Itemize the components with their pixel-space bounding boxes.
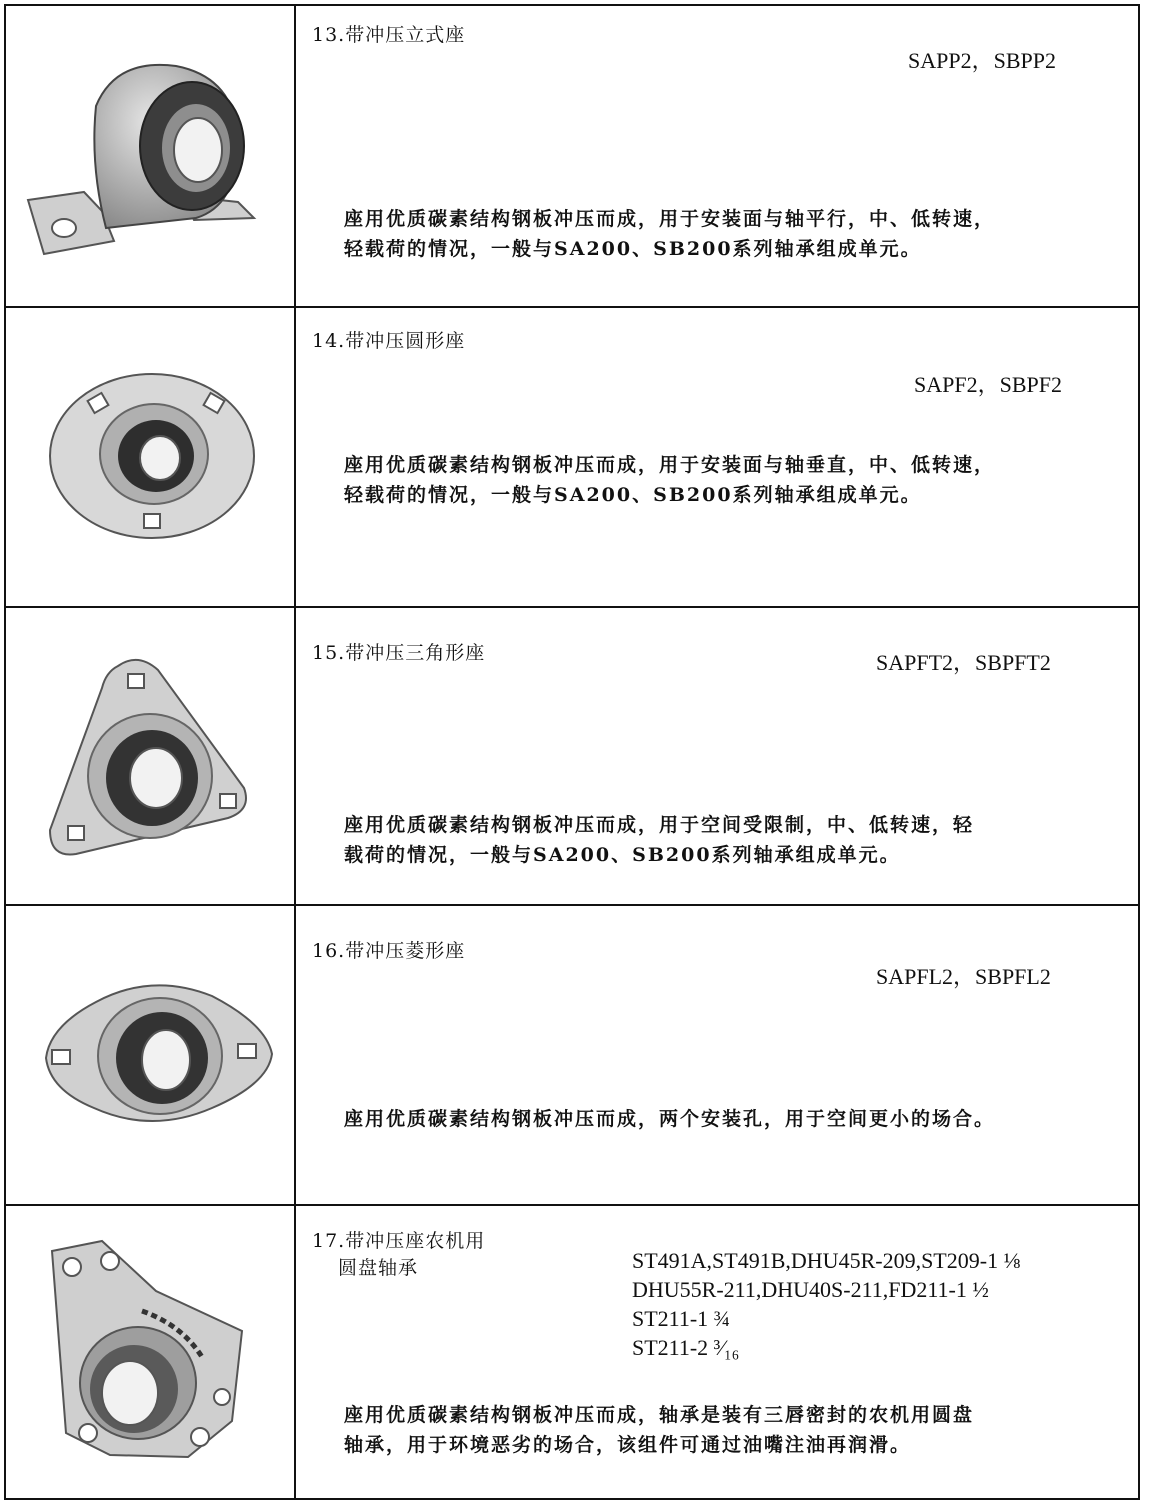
description-line: 座用优质碳素结构钢板冲压而成，用于安装面与轴平行，中、低转速， xyxy=(344,208,996,230)
description-line: 座用优质碳素结构钢板冲压而成，两个安装孔，用于空间更小的场合。 xyxy=(344,1108,996,1130)
description-line: 载荷的情况，一般与SA200、SB200系列轴承组成单元。 xyxy=(344,844,901,866)
model-line: ST211-1 ¾ xyxy=(632,1306,731,1331)
agricultural-disc-bearing-image xyxy=(6,1206,294,1498)
description-line: 轴承，用于环境恶劣的场合，该组件可通过油嘴注油再润滑。 xyxy=(344,1434,912,1456)
product-description xyxy=(344,204,1119,264)
product-image-cell xyxy=(6,1206,296,1498)
product-row-17 xyxy=(6,1206,1138,1498)
diamond-flange-image xyxy=(6,906,294,1204)
product-title xyxy=(312,1226,485,1280)
product-catalog-table xyxy=(4,4,1140,1500)
product-title-line: 圆盘轴承 xyxy=(338,1257,419,1279)
product-image-cell xyxy=(6,608,296,904)
description-line: 轻载荷的情况，一般与SA200、SB200系列轴承组成单元。 xyxy=(344,484,922,506)
description-line: 座用优质碳素结构钢板冲压而成，轴承是装有三唇密封的农机用圆盘 xyxy=(344,1404,975,1426)
description-line: 轻载荷的情况，一般与SA200、SB200系列轴承组成单元。 xyxy=(344,238,922,260)
product-row-15 xyxy=(6,608,1138,906)
model-line: ST491A,ST491B,DHU45R-209,ST209-1 ⅛ xyxy=(632,1248,1021,1273)
model-numbers: SAPF2，SBPF2 xyxy=(914,372,1062,397)
product-text-cell xyxy=(296,608,1138,904)
product-image-cell xyxy=(6,906,296,1204)
description-line: 座用优质碳素结构钢板冲压而成，用于空间受限制，中、低转速，轻 xyxy=(344,814,975,836)
model-line: ST211-2 ³⁄₁₆ xyxy=(632,1335,740,1360)
product-title: 14.带冲压圆形座 xyxy=(312,330,466,352)
product-title: 16.带冲压菱形座 xyxy=(312,940,466,962)
product-image-cell xyxy=(6,6,296,306)
product-text-cell xyxy=(296,6,1138,306)
triangular-flange-image xyxy=(6,608,294,904)
model-line: DHU55R-211,DHU40S-211,FD211-1 ½ xyxy=(632,1277,989,1302)
pillow-block-image xyxy=(6,6,294,306)
product-description xyxy=(344,1400,1119,1460)
model-numbers xyxy=(632,1246,1020,1362)
product-row-13 xyxy=(6,6,1138,308)
product-text-cell xyxy=(296,1206,1138,1498)
model-numbers: SAPP2，SBPP2 xyxy=(908,48,1056,73)
description-line: 座用优质碳素结构钢板冲压而成，用于安装面与轴垂直，中、低转速， xyxy=(344,454,996,476)
product-image-cell xyxy=(6,308,296,606)
product-description xyxy=(344,1104,1119,1134)
product-text-cell xyxy=(296,906,1138,1204)
product-description xyxy=(344,810,1119,870)
product-description xyxy=(344,450,1119,510)
product-row-14 xyxy=(6,308,1138,608)
product-title-line: 17.带冲压座农机用 xyxy=(312,1230,486,1252)
product-title: 15.带冲压三角形座 xyxy=(312,642,486,664)
product-text-cell xyxy=(296,308,1138,606)
round-flange-image xyxy=(6,308,294,606)
model-numbers: SAPFL2，SBPFL2 xyxy=(876,964,1051,989)
product-title: 13.带冲压立式座 xyxy=(312,24,466,46)
model-numbers: SAPFT2，SBPFT2 xyxy=(876,650,1051,675)
product-row-16 xyxy=(6,906,1138,1206)
